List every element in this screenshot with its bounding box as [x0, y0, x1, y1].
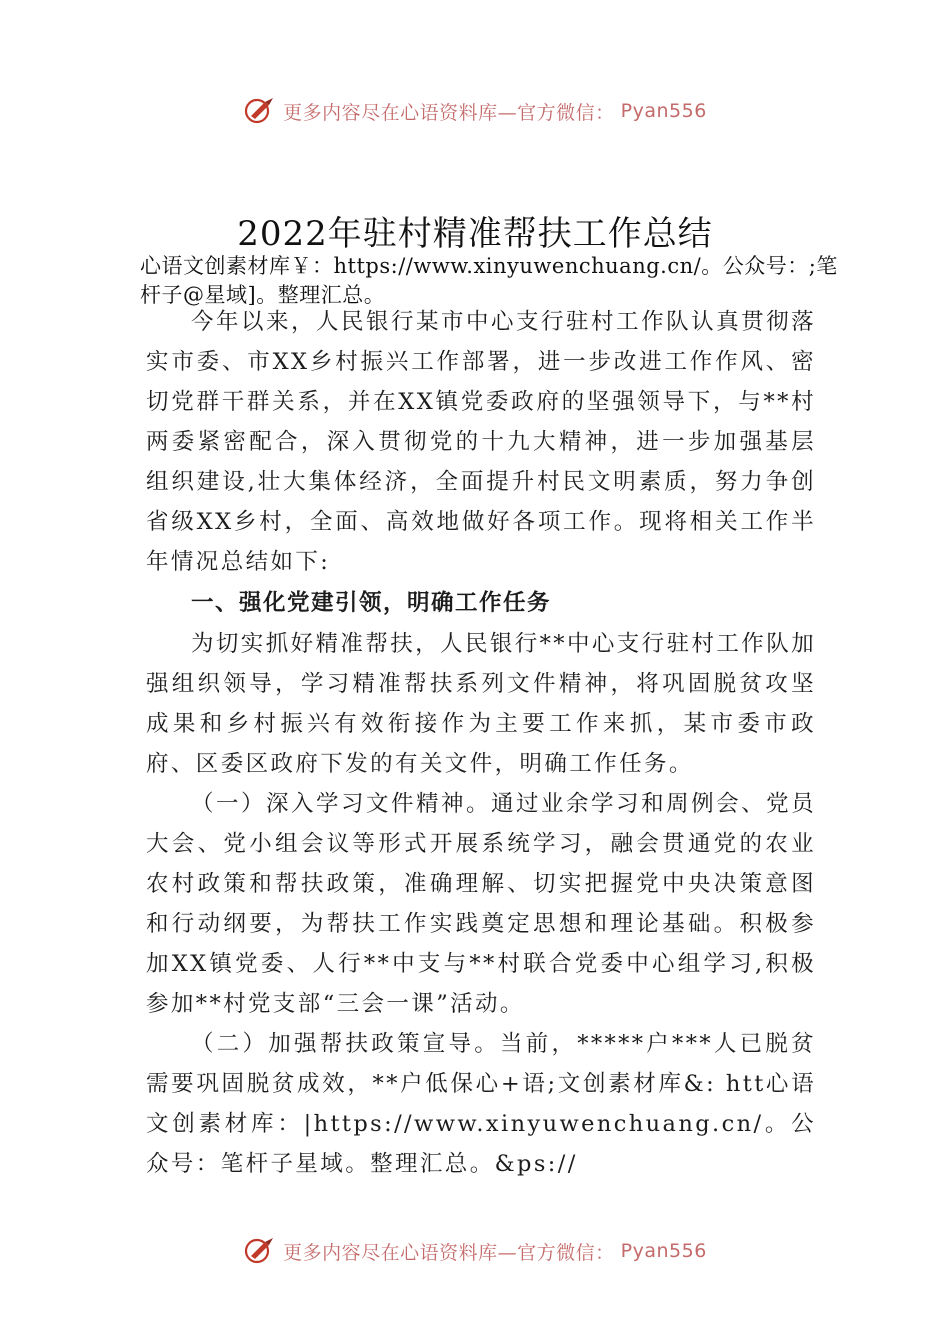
body-paragraph: （二）加强帮扶政策宣导。当前，*****户***人已脱贫需要巩固脱贫成效，**户低保心+语;文创素材库&: htt心语文创素材库：|https://www.xinyuwenchuang.cn/。公众号：笔杆子星域。整理汇总。&ps:// — [146, 1031, 816, 1177]
pen-logo-icon — [243, 1236, 277, 1266]
source-note: 心语文创素材库￥：https://www.xinyuwenchuang.cn/。公众号：;笔杆子@星域]。整理汇总。 — [140, 254, 838, 307]
body-paragraph: 为切实抓好精准帮扶，人民银行**中心支行驻村工作队加强组织领导，学习精准帮扶系列文件精神，将巩固脱贫攻坚成果和乡村振兴有效衔接作为主要工作来抓，某市委市政府、区委区政府下发的有关文件，明确工作任务。 — [146, 631, 816, 777]
document-title: 2022年驻村精准帮扶工作总结 — [237, 214, 713, 254]
header-banner — [0, 96, 950, 126]
intro-paragraph: 今年以来，人民银行某市中心支行驻村工作队认真贯彻落实市委、市XX乡村振兴工作部署，进一步改进工作作风、密切党群干群关系，并在XX镇党委政府的坚强领导下，与**村两委紧密配合，深入贯彻党的十九大精神，进一步加强基层组织建设,壮大集体经济，全面提升村民文明素质，努力争创省级XX乡村，全面、高效地做好各项工作。现将相关工作半年情况总结如下: — [146, 309, 816, 575]
document-body — [146, 302, 816, 1184]
pen-logo-icon — [243, 96, 277, 126]
banner-text: 更多内容尽在心语资料库—官方微信： — [283, 1241, 615, 1264]
section-heading: 一、强化党建引领，明确工作任务 — [191, 590, 552, 616]
footer-banner — [0, 1236, 950, 1266]
banner-text: 更多内容尽在心语资料库—官方微信： — [283, 101, 615, 124]
body-paragraph: （一）深入学习文件精神。通过业余学习和周例会、党员大会、党小组会议等形式开展系统学习，融会贯通党的农业农村政策和帮扶政策，准确理解、切实把握党中央决策意图和行动纲要，为帮扶工作实践奠定思想和理论基础。积极参加XX镇党委、人行**中支与**村联合党委中心组学习,积极参加**村党支部“三会一课”活动。 — [146, 791, 816, 1017]
banner-wechat-id: Pyan556 — [620, 100, 707, 122]
banner-wechat-id: Pyan556 — [620, 1240, 707, 1262]
